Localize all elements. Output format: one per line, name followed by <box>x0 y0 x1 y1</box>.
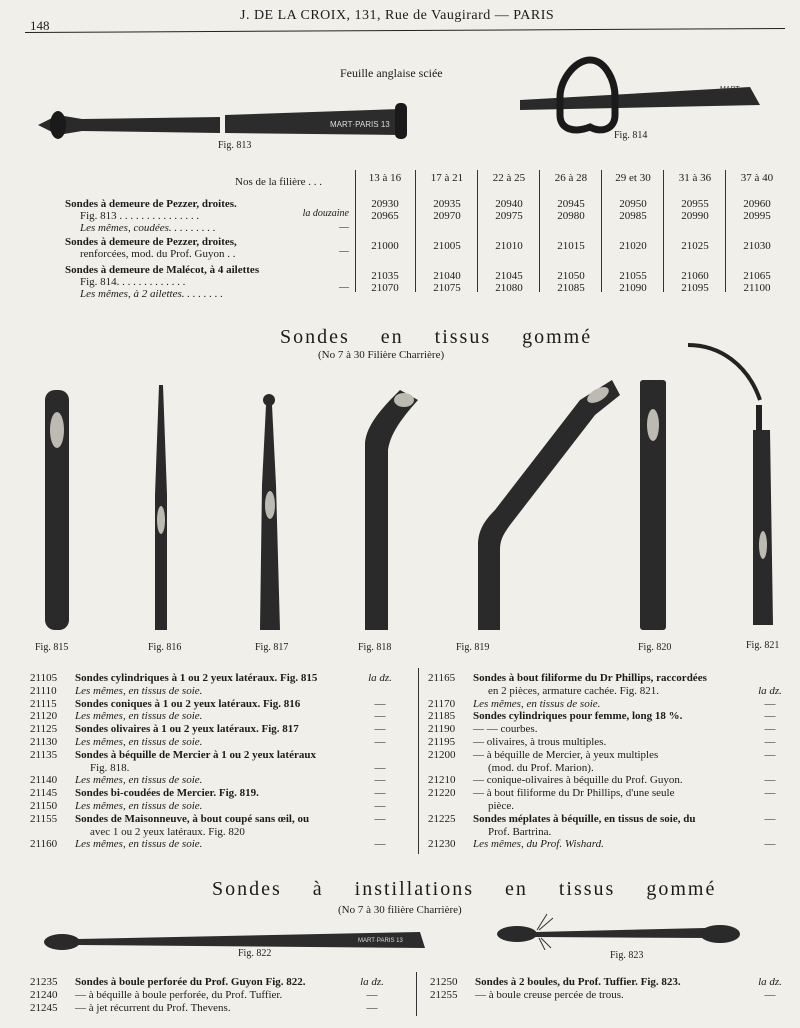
item-unit: la dz. <box>368 672 392 684</box>
price-code: 21100 <box>743 282 771 294</box>
row1-line3: Les mêmes, coudées. . . . . . . . . <box>80 222 216 234</box>
item-description: — à boule creuse percée de trous. <box>475 988 624 1001</box>
item-code: 21200 <box>428 748 456 761</box>
item-code: 21250 <box>430 976 458 988</box>
item-description: — à béquille de Mercier, à yeux multiples <box>473 748 659 761</box>
fig-822-caption: Fig. 822 <box>238 948 272 959</box>
item-unit: — <box>374 761 386 774</box>
col-head: 22 à 25 <box>492 172 526 184</box>
price-code: 20950 <box>619 198 647 210</box>
row3-line1: Sondes à demeure de Malécot, à 4 ailettes <box>65 264 260 276</box>
item-description: Les mêmes, en tissus de soie. <box>75 684 203 697</box>
price-code-cell: 21020 <box>619 240 647 252</box>
price-code-cell: 21015 <box>557 240 585 252</box>
price-code-cell <box>727 270 787 294</box>
col-head: 37 à 40 <box>740 172 774 184</box>
list-item <box>30 774 405 787</box>
item-description: — à jet récurrent du Prof. Thevens. <box>75 1001 231 1014</box>
figure-814-illustration <box>520 55 790 135</box>
item-code: 21110 <box>30 684 57 697</box>
price-code: 20955 <box>681 198 709 210</box>
price-code: 21060 <box>681 270 709 282</box>
price-code: 20985 <box>619 210 647 222</box>
list-item <box>30 787 405 800</box>
column-divider <box>418 668 419 854</box>
item-code: 21170 <box>428 697 456 710</box>
item-description: Les mêmes, en tissus de soie. <box>75 774 203 787</box>
price-code-cell: 21010 <box>495 240 523 252</box>
section1-subtitle: (No 7 à 30 Filière Charrière) <box>318 349 445 361</box>
item-description: Les mêmes, en tissus de soie. <box>75 799 203 812</box>
price-code: 20995 <box>743 210 771 222</box>
list-item <box>430 989 790 1002</box>
figure-823-illustration <box>495 910 755 950</box>
list2-right <box>430 976 790 1002</box>
price-code-cell <box>417 270 477 294</box>
item-description: en 2 pièces, armature cachée. Fig. 821. <box>488 684 660 697</box>
price-code-cell <box>665 198 725 222</box>
list-item <box>428 774 790 787</box>
item-code: 21185 <box>428 710 456 723</box>
item-code: 21165 <box>428 672 456 684</box>
stamp-822: MART·PARIS 13 <box>358 938 403 944</box>
list-item <box>30 976 395 989</box>
item-unit: — <box>374 735 386 748</box>
item-description: Sondes olivaires à 1 ou 2 yeux latéraux. Fig. 817 <box>75 723 299 736</box>
item-unit: — <box>764 710 776 723</box>
row1-line1: Sondes à demeure de Pezzer, droites. <box>65 198 237 210</box>
unit-dash: — <box>339 246 349 257</box>
row1-line2: Fig. 813 . . . . . . . . . . . . . . . <box>80 210 200 222</box>
fig-820-caption: Fig. 820 <box>638 642 672 653</box>
item-code: 21105 <box>30 672 58 684</box>
item-unit: — <box>374 799 386 812</box>
item-description: Sondes bi-coudées de Mercier. Fig. 819. <box>75 787 259 800</box>
price-code: 20960 <box>743 198 771 210</box>
feuille-label: Feuille anglaise sciée <box>340 66 443 80</box>
list-item <box>30 762 405 775</box>
item-unit: — <box>764 838 776 851</box>
price-code: 21045 <box>495 270 523 282</box>
item-description: Les mêmes, en tissus de soie. <box>75 838 203 851</box>
item-description: Sondes à 2 boules, du Prof. Tuffier. Fig. 823. <box>475 976 681 988</box>
item-description: Sondes à bout filiforme du Dr Phillips, raccordées <box>473 672 707 684</box>
col-head: 29 et 30 <box>615 172 651 184</box>
list-item <box>30 723 405 736</box>
price-code: 21070 <box>371 282 399 294</box>
item-code: 21240 <box>30 988 58 1001</box>
price-code-cell <box>417 198 477 222</box>
item-unit: — <box>764 748 776 761</box>
item-code: 21120 <box>30 710 58 723</box>
price-code: 21050 <box>557 270 585 282</box>
fig-813-caption: Fig. 813 <box>218 140 252 151</box>
item-description: — à béquille à boule perforée, du Prof. Tuffier. <box>75 988 283 1001</box>
section1-title: Sondes en tissus gommé <box>280 326 593 348</box>
item-description: Les mêmes, du Prof. Wishard. <box>473 838 604 851</box>
price-code-cell: 21030 <box>743 240 771 252</box>
price-code: 21080 <box>495 282 523 294</box>
list-left <box>30 672 405 851</box>
list-item <box>30 672 405 685</box>
item-description: Fig. 818. <box>90 761 130 774</box>
item-description: pièce. <box>488 799 514 812</box>
list-item <box>428 826 790 839</box>
item-description: Sondes de Maisonneuve, à bout coupé sans œil, ou <box>75 812 310 825</box>
item-code: 21225 <box>428 812 456 825</box>
item-code: 21150 <box>30 799 58 812</box>
page-number: 148 <box>30 18 50 33</box>
item-unit: — <box>374 774 386 787</box>
list-item <box>428 800 790 813</box>
price-code: 20930 <box>371 198 399 210</box>
item-code: 21230 <box>428 838 456 851</box>
item-description: Les mêmes, en tissus de soie. <box>75 710 203 723</box>
item-description: Sondes coniques à 1 ou 2 yeux latéraux. Fig. 816 <box>75 697 301 710</box>
item-unit: — <box>764 774 776 787</box>
price-code-cell <box>355 270 415 294</box>
price-code: 20965 <box>371 210 399 222</box>
list-item <box>428 723 790 736</box>
list2-left <box>30 976 395 1014</box>
item-code: 21235 <box>30 976 58 988</box>
col-head: 13 à 16 <box>368 172 402 184</box>
list-item <box>430 976 790 989</box>
section2-subtitle: (No 7 à 30 filière Charrière) <box>338 904 462 916</box>
item-description: — olivaires, à trous multiples. <box>473 735 607 748</box>
price-code-cell <box>541 198 601 222</box>
spec-table <box>55 172 790 300</box>
item-unit: — <box>374 787 386 800</box>
item-description: Sondes cylindriques pour femme, long 18 %. <box>473 710 683 723</box>
item-code: 21115 <box>30 697 57 710</box>
price-code: 21065 <box>743 270 771 282</box>
price-code-cell <box>541 270 601 294</box>
item-description: avec 1 ou 2 yeux latéraux. Fig. 820 <box>90 825 245 838</box>
unit-dash: — <box>339 282 349 293</box>
item-unit: — <box>764 812 776 825</box>
fig-815-caption: Fig. 815 <box>35 642 69 653</box>
item-description: — à bout filiforme du Dr Phillips, d'une seule <box>473 787 675 800</box>
list-item <box>30 710 405 723</box>
list-item <box>30 1002 395 1015</box>
price-code: 21090 <box>619 282 647 294</box>
item-code: 21140 <box>30 774 58 787</box>
figures-815-821-illustration <box>0 335 800 635</box>
running-head: J. DE LA CROIX, 131, Rue de Vaugirard — PARIS <box>240 8 555 23</box>
fig-816-caption: Fig. 816 <box>148 642 182 653</box>
row3-line3: Les mêmes, à 2 ailettes. . . . . . . . <box>80 288 223 300</box>
price-code-cell <box>727 198 787 222</box>
item-unit: — <box>374 723 386 736</box>
item-code: 21255 <box>430 988 458 1001</box>
list-item <box>428 838 790 851</box>
list-right <box>428 672 790 851</box>
list-item <box>428 710 790 723</box>
price-code-cell <box>355 198 415 222</box>
row2-line1: Sondes à demeure de Pezzer, droites, <box>65 236 237 248</box>
list-item <box>30 813 405 826</box>
item-code: 21245 <box>30 1001 58 1014</box>
price-code: 20975 <box>495 210 523 222</box>
price-code: 21035 <box>371 270 399 282</box>
fig-823-caption: Fig. 823 <box>610 950 644 961</box>
list-item <box>30 685 405 698</box>
price-code-cell <box>603 198 663 222</box>
price-code: 21095 <box>681 282 709 294</box>
price-code-cell: 21000 <box>371 240 399 252</box>
fig-821-caption: Fig. 821 <box>746 640 780 651</box>
price-code: 21055 <box>619 270 647 282</box>
item-code: 21210 <box>428 774 456 787</box>
item-unit: la dz. <box>360 976 384 988</box>
list-item <box>30 826 405 839</box>
item-unit: la dz. <box>758 976 782 988</box>
item-description: — conique-olivaires à béquille du Prof. Guyon. <box>473 774 683 787</box>
item-unit: — <box>366 1001 378 1014</box>
item-description: Sondes méplates à béquille, en tissus de soie, du <box>473 812 696 825</box>
price-code: 20970 <box>433 210 461 222</box>
item-code: 21130 <box>30 735 58 748</box>
list-item <box>30 736 405 749</box>
list-item <box>428 813 790 826</box>
fig-814-caption: Fig. 814 <box>614 130 648 141</box>
row3-line2: Fig. 814. . . . . . . . . . . . . <box>80 276 186 288</box>
col-head: 26 à 28 <box>554 172 588 184</box>
list-item <box>428 787 790 800</box>
price-code-cell: 21005 <box>433 240 461 252</box>
price-code: 21040 <box>433 270 461 282</box>
item-code: 21155 <box>30 812 58 825</box>
item-code: 21220 <box>428 787 456 800</box>
price-code-cell: 21025 <box>681 240 709 252</box>
item-description: Prof. Bartrina. <box>488 825 552 838</box>
list-item <box>428 736 790 749</box>
unit-dash: — <box>339 222 349 233</box>
item-description: Les mêmes, en tissus de soie. <box>75 735 203 748</box>
list-item <box>428 672 790 685</box>
row2-line2: renforcées, mod. du Prof. Guyon . . <box>80 248 236 260</box>
item-code: 21145 <box>30 787 58 800</box>
item-unit: — <box>374 710 386 723</box>
price-code: 20940 <box>495 198 523 210</box>
stamp-813: MART·PARIS 13 <box>330 120 390 129</box>
fig-818-caption: Fig. 818 <box>358 642 392 653</box>
price-code: 21085 <box>557 282 585 294</box>
price-code: 20945 <box>557 198 585 210</box>
item-description: (mod. du Prof. Marion). <box>488 761 594 774</box>
item-unit: — <box>374 697 386 710</box>
price-code: 21075 <box>433 282 461 294</box>
list-item <box>30 989 395 1002</box>
item-description: Les mêmes, en tissus de soie. <box>473 697 601 710</box>
figure-822-illustration <box>40 926 430 956</box>
list-item <box>30 838 405 851</box>
item-code: 21160 <box>30 838 58 851</box>
item-unit: — <box>764 735 776 748</box>
col-head: 17 à 21 <box>430 172 464 184</box>
item-code: 21190 <box>428 723 456 736</box>
section2-title: Sondes à instillations en tissus gommé <box>212 878 717 900</box>
unit-label: la douzaine <box>302 208 349 219</box>
item-unit: — <box>374 812 386 825</box>
item-unit: — <box>764 723 776 736</box>
item-unit: — <box>764 988 776 1001</box>
item-unit: — <box>764 697 776 710</box>
item-description: Sondes cylindriques à 1 ou 2 yeux latéraux. Fig. 815 <box>75 672 318 684</box>
price-code: 20980 <box>557 210 585 222</box>
price-code: 20990 <box>681 210 709 222</box>
fig-819-caption: Fig. 819 <box>456 642 490 653</box>
price-code: 20935 <box>433 198 461 210</box>
item-description: Sondes à boule perforée du Prof. Guyon Fig. 822. <box>75 976 306 988</box>
stamp-814: MART <box>720 86 740 93</box>
price-code-cell <box>603 270 663 294</box>
col-head: 31 à 36 <box>678 172 712 184</box>
list-item <box>428 762 790 775</box>
header-rule <box>25 28 785 33</box>
list-item <box>428 698 790 711</box>
item-code: 21125 <box>30 723 58 736</box>
list-item <box>30 749 405 762</box>
filiere-label: Nos de la filière . . . <box>235 176 323 188</box>
list-item <box>30 698 405 711</box>
list-item <box>30 800 405 813</box>
item-unit: — <box>366 988 378 1001</box>
price-code-cell <box>665 270 725 294</box>
item-code: 21195 <box>428 735 456 748</box>
item-description: — — courbes. <box>473 723 538 736</box>
list-item <box>428 749 790 762</box>
price-code-cell <box>479 198 539 222</box>
item-description: Sondes à béquille de Mercier à 1 ou 2 yeux latéraux <box>75 748 316 761</box>
price-code-cell <box>479 270 539 294</box>
item-code: 21135 <box>30 748 58 761</box>
item-unit: la dz. <box>758 684 782 697</box>
item-unit: — <box>374 838 386 851</box>
fig-817-caption: Fig. 817 <box>255 642 289 653</box>
column-divider-2 <box>416 972 417 1016</box>
item-unit: — <box>764 787 776 800</box>
list-item <box>428 685 790 698</box>
